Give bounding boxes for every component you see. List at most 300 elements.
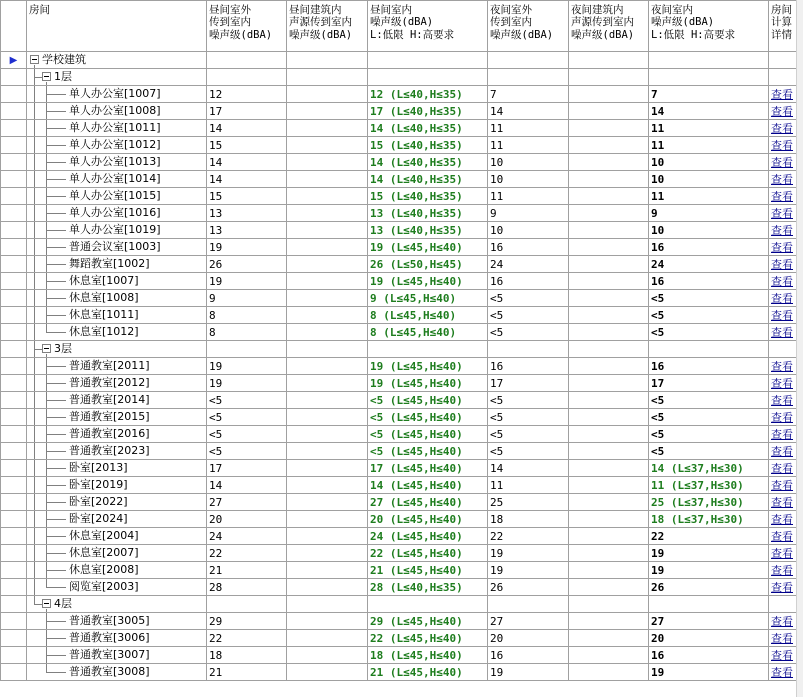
table-row[interactable] bbox=[1, 460, 798, 477]
day-building-value bbox=[287, 52, 368, 69]
tree-line bbox=[34, 375, 35, 392]
table-row[interactable] bbox=[1, 358, 798, 375]
day-indoor-value: <5 (L≤45,H≤40) bbox=[368, 443, 488, 460]
table-row[interactable] bbox=[1, 222, 798, 239]
room-name-cell[interactable] bbox=[27, 647, 207, 664]
day-outdoor-value: 14 bbox=[207, 120, 287, 137]
tree-line bbox=[46, 417, 66, 418]
tree-line bbox=[46, 383, 66, 384]
room-name: 单人办公室[1012] bbox=[69, 138, 161, 151]
table-row[interactable] bbox=[1, 256, 798, 273]
group-row[interactable] bbox=[1, 69, 798, 86]
room-name-cell[interactable] bbox=[27, 154, 207, 171]
room-name-cell[interactable] bbox=[27, 579, 207, 596]
room-name: 单人办公室[1011] bbox=[69, 121, 161, 134]
group-name: 3层 bbox=[54, 342, 72, 355]
detail-cell bbox=[769, 341, 798, 358]
table-row[interactable] bbox=[1, 137, 798, 154]
view-detail-link[interactable]: 查看 bbox=[771, 512, 793, 526]
night-building-value bbox=[569, 375, 649, 392]
table-row[interactable] bbox=[1, 647, 798, 664]
night-building-value bbox=[569, 545, 649, 562]
tree-line bbox=[46, 621, 66, 622]
room-name-cell[interactable] bbox=[27, 256, 207, 273]
night-outdoor-value: 25 bbox=[488, 494, 569, 511]
room-name-cell[interactable] bbox=[27, 290, 207, 307]
room-name-cell[interactable] bbox=[27, 222, 207, 239]
day-indoor-value: 12 (L≤40,H≤35) bbox=[368, 86, 488, 103]
day-indoor-value: 24 (L≤45,H≤40) bbox=[368, 528, 488, 545]
night-outdoor-value: 18 bbox=[488, 511, 569, 528]
tree-line bbox=[34, 545, 35, 562]
day-outdoor-value: 8 bbox=[207, 324, 287, 341]
tree-line bbox=[34, 171, 35, 188]
day-outdoor-value: 15 bbox=[207, 188, 287, 205]
day-indoor-value: 21 (L≤45,H≤40) bbox=[368, 562, 488, 579]
night-indoor-value: 9 bbox=[649, 205, 769, 222]
view-detail-link[interactable]: 查看 bbox=[771, 546, 793, 560]
table-row[interactable] bbox=[1, 613, 798, 630]
room-name-cell[interactable] bbox=[27, 392, 207, 409]
night-outdoor-value: 27 bbox=[488, 613, 569, 630]
night-outdoor-value: 10 bbox=[488, 171, 569, 188]
view-detail-link[interactable]: 查看 bbox=[771, 376, 793, 390]
room-name: 舞蹈教室[1002] bbox=[69, 257, 150, 270]
room-name-cell[interactable] bbox=[27, 409, 207, 426]
room-name-cell[interactable] bbox=[27, 69, 207, 86]
room-name-cell[interactable] bbox=[27, 273, 207, 290]
view-detail-link[interactable]: 查看 bbox=[771, 478, 793, 492]
day-building-value bbox=[287, 290, 368, 307]
room-name-cell[interactable] bbox=[27, 426, 207, 443]
tree-line bbox=[46, 332, 66, 333]
day-building-value bbox=[287, 477, 368, 494]
view-detail-link[interactable]: 查看 bbox=[771, 189, 793, 203]
tree-line bbox=[34, 86, 35, 103]
table-row[interactable] bbox=[1, 426, 798, 443]
room-name-cell[interactable] bbox=[27, 137, 207, 154]
day-building-value bbox=[287, 579, 368, 596]
room-name-cell[interactable] bbox=[27, 664, 207, 681]
night-building-value bbox=[569, 596, 649, 613]
tree-line bbox=[46, 264, 66, 265]
tree-line bbox=[46, 366, 66, 367]
day-outdoor-value bbox=[207, 341, 287, 358]
room-name-cell[interactable] bbox=[27, 596, 207, 613]
day-outdoor-value: 24 bbox=[207, 528, 287, 545]
view-detail-link[interactable]: 查看 bbox=[771, 206, 793, 220]
night-outdoor-value: <5 bbox=[488, 324, 569, 341]
room-name: 单人办公室[1014] bbox=[69, 172, 161, 185]
header-row bbox=[1, 1, 798, 52]
view-detail-link[interactable]: 查看 bbox=[771, 291, 793, 305]
room-name-cell[interactable] bbox=[27, 528, 207, 545]
room-name-cell[interactable] bbox=[27, 341, 207, 358]
night-indoor-value: 16 bbox=[649, 239, 769, 256]
tree-line bbox=[34, 579, 35, 596]
day-building-value bbox=[287, 630, 368, 647]
collapse-toggle-icon[interactable] bbox=[42, 599, 51, 608]
row-indicator bbox=[1, 137, 27, 154]
night-indoor-value bbox=[649, 69, 769, 86]
detail-cell bbox=[769, 324, 798, 341]
view-detail-link[interactable]: 查看 bbox=[771, 495, 793, 509]
detail-cell bbox=[769, 358, 798, 375]
day-indoor-value: <5 (L≤45,H≤40) bbox=[368, 426, 488, 443]
detail-cell bbox=[769, 409, 798, 426]
table-row[interactable] bbox=[1, 171, 798, 188]
day-building-value bbox=[287, 664, 368, 681]
table-row[interactable] bbox=[1, 86, 798, 103]
tree-line bbox=[46, 230, 66, 231]
collapse-toggle-icon[interactable] bbox=[42, 344, 51, 353]
detail-cell bbox=[769, 647, 798, 664]
day-building-value bbox=[287, 358, 368, 375]
room-name-cell[interactable] bbox=[27, 375, 207, 392]
day-building-value bbox=[287, 392, 368, 409]
view-detail-link[interactable]: 查看 bbox=[771, 308, 793, 322]
room-name-cell[interactable] bbox=[27, 239, 207, 256]
tree-line bbox=[46, 315, 66, 316]
row-indicator bbox=[1, 528, 27, 545]
day-building-value bbox=[287, 613, 368, 630]
view-detail-link[interactable]: 查看 bbox=[771, 563, 793, 577]
tree-line bbox=[34, 256, 35, 273]
tree-line bbox=[34, 477, 35, 494]
night-outdoor-value: 17 bbox=[488, 375, 569, 392]
night-indoor-value: 14 bbox=[649, 103, 769, 120]
view-detail-link[interactable]: 查看 bbox=[771, 631, 793, 645]
collapse-toggle-icon[interactable] bbox=[42, 72, 51, 81]
night-outdoor-value bbox=[488, 52, 569, 69]
table-row[interactable] bbox=[1, 528, 798, 545]
night-building-value bbox=[569, 188, 649, 205]
room-name-cell[interactable] bbox=[27, 477, 207, 494]
day-building-value bbox=[287, 460, 368, 477]
night-indoor-value: 22 bbox=[649, 528, 769, 545]
table-row[interactable] bbox=[1, 392, 798, 409]
table-row[interactable] bbox=[1, 307, 798, 324]
table-row[interactable] bbox=[1, 443, 798, 460]
row-indicator bbox=[1, 630, 27, 647]
day-indoor-value bbox=[368, 52, 488, 69]
room-name-cell[interactable] bbox=[27, 171, 207, 188]
detail-cell bbox=[769, 222, 798, 239]
room-name-cell[interactable] bbox=[27, 205, 207, 222]
view-detail-link[interactable]: 查看 bbox=[771, 580, 793, 594]
room-name-cell[interactable] bbox=[27, 120, 207, 137]
table-row[interactable] bbox=[1, 205, 798, 222]
table-row[interactable] bbox=[1, 324, 798, 341]
tree-line bbox=[34, 324, 35, 341]
view-detail-link[interactable]: 查看 bbox=[771, 172, 793, 186]
night-outdoor-value: 16 bbox=[488, 239, 569, 256]
tree-line bbox=[46, 519, 66, 520]
table-row[interactable] bbox=[1, 477, 798, 494]
view-detail-link[interactable]: 查看 bbox=[771, 104, 793, 118]
header-detail[interactable]: 房间 计算 详情 bbox=[769, 1, 798, 52]
room-name: 普通教室[3008] bbox=[69, 665, 150, 678]
row-indicator bbox=[1, 273, 27, 290]
view-detail-link[interactable]: 查看 bbox=[771, 325, 793, 339]
view-detail-link[interactable]: 查看 bbox=[771, 138, 793, 152]
day-building-value bbox=[287, 511, 368, 528]
table-row[interactable] bbox=[1, 494, 798, 511]
view-detail-link[interactable]: 查看 bbox=[771, 121, 793, 135]
group-row[interactable] bbox=[1, 341, 798, 358]
night-building-value bbox=[569, 52, 649, 69]
table-row[interactable] bbox=[1, 562, 798, 579]
room-name: 卧室[2013] bbox=[69, 461, 128, 474]
room-name-cell[interactable] bbox=[27, 494, 207, 511]
row-indicator bbox=[1, 256, 27, 273]
tree-line bbox=[46, 570, 66, 571]
room-name-cell[interactable] bbox=[27, 188, 207, 205]
room-name-cell[interactable] bbox=[27, 307, 207, 324]
row-indicator bbox=[1, 307, 27, 324]
day-building-value bbox=[287, 188, 368, 205]
night-indoor-value: 16 bbox=[649, 647, 769, 664]
day-outdoor-value: 13 bbox=[207, 222, 287, 239]
day-indoor-value: 29 (L≤45,H≤40) bbox=[368, 613, 488, 630]
view-detail-link[interactable]: 查看 bbox=[771, 648, 793, 662]
night-indoor-value: 10 bbox=[649, 222, 769, 239]
group-row[interactable] bbox=[1, 596, 798, 613]
day-indoor-value bbox=[368, 69, 488, 86]
day-building-value bbox=[287, 171, 368, 188]
tree-line bbox=[34, 562, 35, 579]
row-indicator bbox=[1, 205, 27, 222]
room-name: 单人办公室[1013] bbox=[69, 155, 161, 168]
day-indoor-value: 19 (L≤45,H≤40) bbox=[368, 273, 488, 290]
table-row[interactable] bbox=[1, 375, 798, 392]
night-building-value bbox=[569, 222, 649, 239]
row-indicator bbox=[1, 443, 27, 460]
table-row[interactable] bbox=[1, 290, 798, 307]
room-name: 普通教室[2016] bbox=[69, 427, 150, 440]
detail-cell bbox=[769, 630, 798, 647]
day-outdoor-value: 29 bbox=[207, 613, 287, 630]
room-name: 休息室[1008] bbox=[69, 291, 139, 304]
night-outdoor-value: <5 bbox=[488, 290, 569, 307]
detail-cell bbox=[769, 188, 798, 205]
row-indicator bbox=[1, 511, 27, 528]
night-building-value bbox=[569, 409, 649, 426]
detail-cell bbox=[769, 460, 798, 477]
header-day-indoor[interactable]: 昼间室内 噪声级(dBA) L:低限 H:高要求 bbox=[368, 1, 488, 52]
night-indoor-value: 19 bbox=[649, 664, 769, 681]
night-building-value bbox=[569, 528, 649, 545]
night-outdoor-value: 26 bbox=[488, 579, 569, 596]
night-outdoor-value: <5 bbox=[488, 426, 569, 443]
room-name-cell[interactable] bbox=[27, 460, 207, 477]
night-indoor-value: 19 bbox=[649, 545, 769, 562]
detail-cell bbox=[769, 86, 798, 103]
day-outdoor-value: 19 bbox=[207, 273, 287, 290]
day-outdoor-value: <5 bbox=[207, 392, 287, 409]
view-detail-link[interactable]: 查看 bbox=[771, 87, 793, 101]
row-indicator bbox=[1, 86, 27, 103]
row-indicator bbox=[1, 171, 27, 188]
tree-line bbox=[46, 553, 66, 554]
row-indicator bbox=[1, 103, 27, 120]
view-detail-link[interactable]: 查看 bbox=[771, 393, 793, 407]
collapse-toggle-icon[interactable] bbox=[30, 55, 39, 64]
view-detail-link[interactable]: 查看 bbox=[771, 410, 793, 424]
header-night-outdoor[interactable]: 夜间室外 传到室内 噪声级(dBA) bbox=[488, 1, 569, 52]
detail-cell bbox=[769, 545, 798, 562]
night-building-value bbox=[569, 392, 649, 409]
day-outdoor-value bbox=[207, 52, 287, 69]
view-detail-link[interactable]: 查看 bbox=[771, 665, 793, 679]
tree-line bbox=[46, 400, 66, 401]
room-name: 卧室[2022] bbox=[69, 495, 128, 508]
tree-line bbox=[46, 128, 66, 129]
table-row[interactable] bbox=[1, 154, 798, 171]
night-building-value bbox=[569, 324, 649, 341]
table-row[interactable] bbox=[1, 188, 798, 205]
room-name-cell[interactable] bbox=[27, 562, 207, 579]
view-detail-link[interactable]: 查看 bbox=[771, 223, 793, 237]
day-building-value bbox=[287, 494, 368, 511]
night-indoor-value: 20 bbox=[649, 630, 769, 647]
night-building-value bbox=[569, 630, 649, 647]
row-indicator bbox=[1, 375, 27, 392]
vertical-scrollbar[interactable] bbox=[796, 0, 803, 697]
night-indoor-value: 19 bbox=[649, 562, 769, 579]
night-building-value bbox=[569, 137, 649, 154]
night-indoor-value: <5 bbox=[649, 290, 769, 307]
room-name-cell[interactable] bbox=[27, 443, 207, 460]
night-indoor-value: <5 bbox=[649, 392, 769, 409]
tree-line bbox=[46, 247, 66, 248]
view-detail-link[interactable]: 查看 bbox=[771, 274, 793, 288]
table-row[interactable] bbox=[1, 579, 798, 596]
room-name-cell[interactable] bbox=[27, 86, 207, 103]
day-building-value bbox=[287, 120, 368, 137]
view-detail-link[interactable]: 查看 bbox=[771, 155, 793, 169]
night-outdoor-value: 16 bbox=[488, 647, 569, 664]
row-indicator bbox=[1, 460, 27, 477]
day-building-value bbox=[287, 239, 368, 256]
night-indoor-value: 26 bbox=[649, 579, 769, 596]
header-night-indoor[interactable]: 夜间室内 噪声级(dBA) L:低限 H:高要求 bbox=[649, 1, 769, 52]
table-row[interactable] bbox=[1, 120, 798, 137]
night-building-value bbox=[569, 460, 649, 477]
group-name: 学校建筑 bbox=[42, 53, 86, 66]
room-name: 休息室[2007] bbox=[69, 546, 139, 559]
night-outdoor-value: 19 bbox=[488, 562, 569, 579]
day-outdoor-value: 13 bbox=[207, 205, 287, 222]
header-room[interactable]: 房间 bbox=[27, 1, 207, 52]
tree-line bbox=[34, 188, 35, 205]
day-indoor-value: 8 (L≤45,H≤40) bbox=[368, 324, 488, 341]
room-name-cell[interactable] bbox=[27, 358, 207, 375]
table-row[interactable] bbox=[1, 273, 798, 290]
view-detail-link[interactable]: 查看 bbox=[771, 461, 793, 475]
day-indoor-value: <5 (L≤45,H≤40) bbox=[368, 409, 488, 426]
table-row[interactable] bbox=[1, 239, 798, 256]
view-detail-link[interactable]: 查看 bbox=[771, 444, 793, 458]
tree-line bbox=[34, 443, 35, 460]
root-row[interactable] bbox=[1, 52, 798, 69]
header-day-building[interactable]: 昼间建筑内 声源传到室内 噪声级(dBA) bbox=[287, 1, 368, 52]
detail-cell bbox=[769, 494, 798, 511]
night-building-value bbox=[569, 647, 649, 664]
day-outdoor-value: 19 bbox=[207, 375, 287, 392]
night-outdoor-value: 11 bbox=[488, 137, 569, 154]
row-indicator bbox=[1, 154, 27, 171]
night-building-value bbox=[569, 290, 649, 307]
room-name-cell[interactable] bbox=[27, 545, 207, 562]
night-indoor-value: 14 (L≤37,H≤30) bbox=[649, 460, 769, 477]
header-night-building[interactable]: 夜间建筑内 声源传到室内 噪声级(dBA) bbox=[569, 1, 649, 52]
tree-line bbox=[46, 179, 66, 180]
detail-cell bbox=[769, 307, 798, 324]
detail-cell bbox=[769, 69, 798, 86]
night-outdoor-value bbox=[488, 596, 569, 613]
day-outdoor-value: 28 bbox=[207, 579, 287, 596]
tree-line bbox=[46, 485, 66, 486]
table-row[interactable] bbox=[1, 630, 798, 647]
detail-cell bbox=[769, 52, 798, 69]
night-outdoor-value: 14 bbox=[488, 460, 569, 477]
tree-line bbox=[34, 460, 35, 477]
day-indoor-value: 19 (L≤45,H≤40) bbox=[368, 358, 488, 375]
view-detail-link[interactable]: 查看 bbox=[771, 614, 793, 628]
day-building-value bbox=[287, 409, 368, 426]
table-row[interactable] bbox=[1, 545, 798, 562]
night-building-value bbox=[569, 664, 649, 681]
day-outdoor-value: 17 bbox=[207, 103, 287, 120]
header-day-outdoor[interactable]: 昼间室外 传到室内 噪声级(dBA) bbox=[207, 1, 287, 52]
room-name-cell[interactable] bbox=[27, 613, 207, 630]
tree-line bbox=[34, 120, 35, 137]
view-detail-link[interactable]: 查看 bbox=[771, 257, 793, 271]
view-detail-link[interactable]: 查看 bbox=[771, 359, 793, 373]
night-outdoor-value: 16 bbox=[488, 358, 569, 375]
night-indoor-value bbox=[649, 52, 769, 69]
day-indoor-value: 13 (L≤40,H≤35) bbox=[368, 205, 488, 222]
day-outdoor-value: <5 bbox=[207, 409, 287, 426]
night-outdoor-value: <5 bbox=[488, 392, 569, 409]
room-name-cell[interactable] bbox=[27, 324, 207, 341]
table-row[interactable] bbox=[1, 103, 798, 120]
room-name-cell[interactable] bbox=[27, 511, 207, 528]
detail-cell bbox=[769, 120, 798, 137]
room-name: 休息室[1012] bbox=[69, 325, 139, 338]
view-detail-link[interactable]: 查看 bbox=[771, 240, 793, 254]
day-building-value bbox=[287, 256, 368, 273]
night-building-value bbox=[569, 273, 649, 290]
view-detail-link[interactable]: 查看 bbox=[771, 529, 793, 543]
room-name-cell[interactable] bbox=[27, 103, 207, 120]
day-indoor-value: 14 (L≤40,H≤35) bbox=[368, 120, 488, 137]
day-outdoor-value: 22 bbox=[207, 630, 287, 647]
row-indicator bbox=[1, 613, 27, 630]
day-outdoor-value: 26 bbox=[207, 256, 287, 273]
table-row[interactable] bbox=[1, 409, 798, 426]
detail-cell bbox=[769, 664, 798, 681]
view-detail-link[interactable]: 查看 bbox=[771, 427, 793, 441]
room-name-cell[interactable] bbox=[27, 52, 207, 69]
room-name-cell[interactable] bbox=[27, 630, 207, 647]
row-indicator bbox=[1, 426, 27, 443]
table-row[interactable] bbox=[1, 664, 798, 681]
table-row[interactable] bbox=[1, 511, 798, 528]
night-indoor-value bbox=[649, 596, 769, 613]
night-building-value bbox=[569, 86, 649, 103]
